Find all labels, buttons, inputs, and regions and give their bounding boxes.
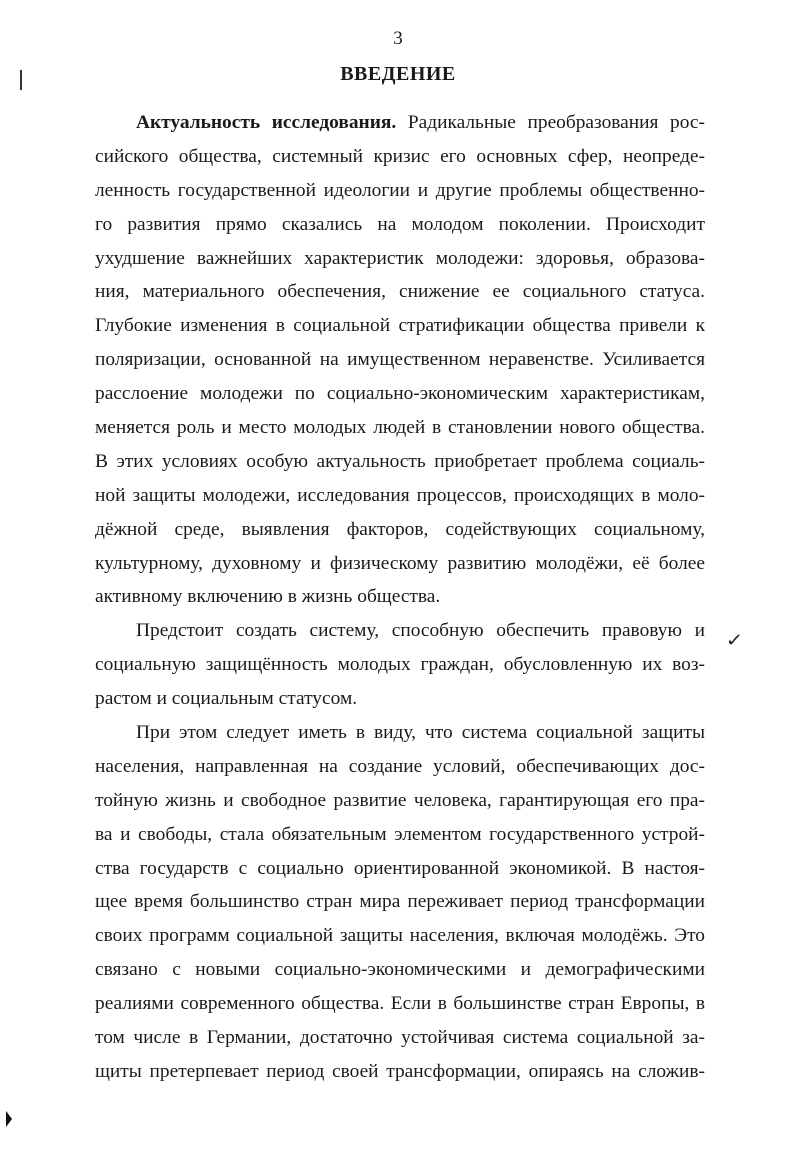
text-line: активному включению в жизнь общества. [95, 586, 441, 608]
text-line: своих программ социальной защиты населения, включая молодёжь. Это [95, 925, 705, 947]
text-line: дёжной среде, выявления факторов, содействующих социальному, [95, 518, 705, 540]
arrow-right-icon [6, 1111, 12, 1127]
text-line: связано с новыми социально-экономическими и демографическими [95, 959, 705, 981]
text-line: ленность государственной идеологии и другие проблемы общественно- [95, 179, 705, 201]
body-text [95, 106, 705, 1089]
text-line: тойную жизнь и свободное развитие человека, гарантирующая его пра- [95, 789, 705, 811]
text-line: поляризации, основанной на имущественном неравенстве. Усиливается [95, 349, 705, 371]
text-line: ной защиты молодежи, исследования процессов, происходящих в моло- [95, 484, 705, 506]
text-line: го развития прямо сказались на молодом поколении. Происходит [95, 213, 705, 235]
text-line: населения, направленная на создание условий, обеспечивающих дос- [95, 755, 705, 777]
text-line: В этих условиях особую актуальность приобретает проблема социаль- [95, 450, 705, 472]
text-line: социальную защищённость молодых граждан, обусловленную их воз- [95, 654, 705, 676]
page-number: 3 [393, 28, 403, 49]
text-line: щее время большинство стран мира переживает период трансформации [95, 891, 705, 913]
text-line: реалиями современного общества. Если в большинстве стран Европы, в [95, 993, 705, 1015]
text-line: ния, материального обеспечения, снижение ее социального статуса. [95, 281, 705, 303]
text-line: растом и социальным статусом. [95, 688, 358, 710]
text-line: ва и свободы, стала обязательным элементом государственного устрой- [95, 823, 705, 845]
check-mark-icon: ✓ [725, 630, 744, 651]
text-line: культурному, духовному и физическому развитию молодёжи, её более [95, 552, 705, 574]
text-line: том числе в Германии, достаточно устойчивая система социальной за- [95, 1027, 705, 1049]
text-line: Глубокие изменения в социальной стратификации общества привели к [95, 315, 705, 337]
text-line: меняется роль и место молодых людей в становлении нового общества. [95, 417, 705, 439]
lead-phrase: Актуальность исследования. [136, 112, 397, 133]
text-line: При этом следует иметь в виду, что система социальной защиты [136, 722, 705, 744]
text-line: ства государств с социально ориентированной экономикой. В настоя- [95, 857, 705, 879]
text-line: щиты претерпевает период своей трансформации, опираясь на сложив- [95, 1060, 705, 1082]
text-line: Актуальность исследования. Радикальные преобразования рос- [136, 112, 705, 133]
text-line: расслоение молодежи по социально-экономическим характеристикам, [95, 383, 705, 405]
margin-mark [20, 70, 22, 90]
page-title: ВВЕДЕНИЕ [340, 63, 456, 85]
text-line: Предстоит создать систему, способную обеспечить правовую и [136, 620, 705, 642]
text-line: сийского общества, системный кризис его основных сфер, неопреде- [95, 145, 705, 167]
text-line: ухудшение важнейших характеристик молодежи: здоровья, образова- [95, 247, 705, 269]
